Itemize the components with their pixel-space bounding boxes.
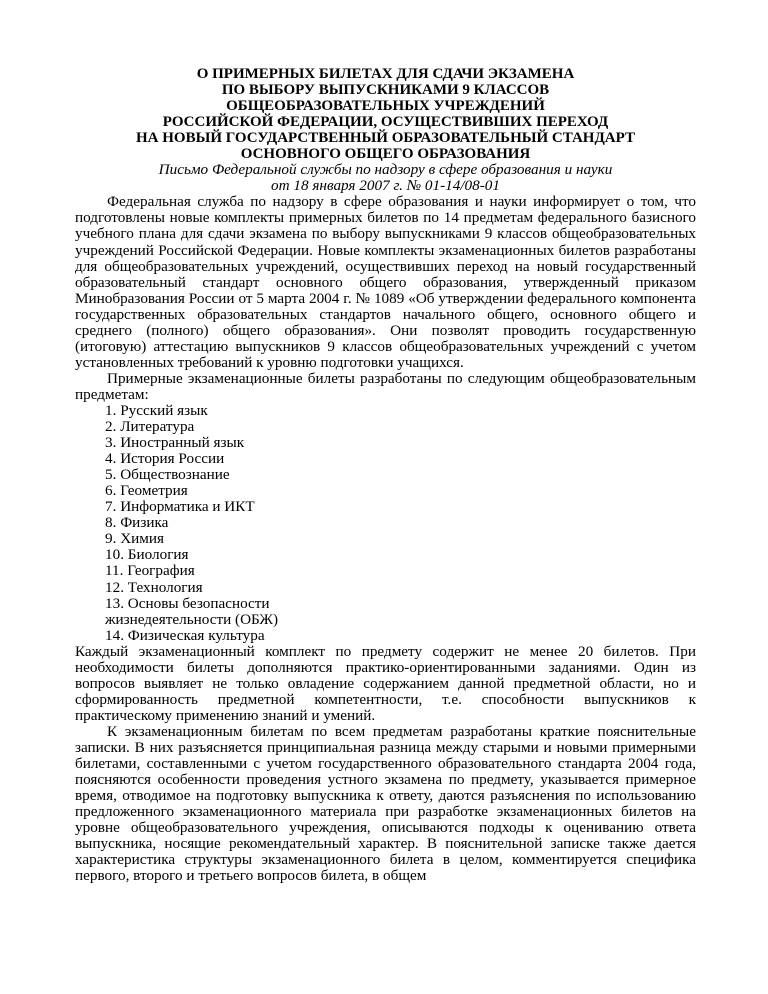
document-title bbox=[75, 66, 696, 162]
paragraph-tickets: Каждый экзаменационный комплект по предмету содержит не менее 20 билетов. При необходимости билеты дополняются практико-ориентированными заданиями. Один из вопросов выявляет не только овладение содержанием данной предметной области, но и сформированность предметной компетентности, т.е. способности выпускников к практическому применению знаний и умений. bbox=[75, 642, 696, 724]
list-item: 10. Биология bbox=[105, 546, 189, 564]
list-item: 12. Технология bbox=[105, 578, 203, 596]
list-item: 13. Основы безопасности bbox=[105, 594, 270, 612]
list-item: 1. Русский язык bbox=[105, 401, 208, 419]
list-item: жизнедеятельности (ОБЖ) bbox=[105, 610, 279, 628]
paragraph-notes: К экзаменационным билетам по всем предметам разработаны краткие пояснительные записки. В них разъясняется принципиальная разница между старыми и новыми примерными билетами, составленными с учетом государственного образовательного стандарта 2004 года, поясняются особенности проведения устного экзамена по предмету, указывается примерное время, отводимое на подготовку выпускника к ответу, даются разъяснения по использованию предложенного экзаменационного материала при разработке экзаменационных билетов на уровне общеобразовательного учреждения, описываются подходы к оцениванию ответа выпускника, носящие рекомендательный характер. В пояснительной записке также дается характеристика структуры экзаменационного билета в целом, комментируется специфика первого, второго и третьего вопросов билета, в общем bbox=[75, 722, 696, 885]
subjects-list bbox=[75, 403, 696, 644]
list-item: 4. История России bbox=[105, 450, 225, 468]
list-item: 6. Геометрия bbox=[105, 482, 188, 500]
subtitle-line: от 18 января 2007 г. № 01-14/08-01 bbox=[271, 177, 500, 195]
list-item: 14. Физическая культура bbox=[105, 626, 265, 644]
list-item: 2. Литература bbox=[105, 418, 195, 436]
list-item: 11. География bbox=[105, 562, 195, 580]
title-line: О ПРИМЕРНЫХ БИЛЕТАХ ДЛЯ СДАЧИ ЭКЗАМЕНА bbox=[196, 66, 575, 82]
list-item: 3. Иностранный язык bbox=[105, 434, 245, 452]
title-line: РОССИЙСКОЙ ФЕДЕРАЦИИ, ОСУЩЕСТВИВШИХ ПЕРЕХОД bbox=[162, 114, 609, 131]
document-subtitle bbox=[75, 162, 696, 194]
list-item: 5. Обществознание bbox=[105, 466, 230, 484]
title-line: НА НОВЫЙ ГОСУДАРСТВЕННЫЙ ОБРАЗОВАТЕЛЬНЫЙ СТАНДАРТ bbox=[136, 130, 635, 147]
subtitle-line: Письмо Федеральной службы по надзору в сфере образования и науки bbox=[158, 161, 613, 179]
list-item: 8. Физика bbox=[105, 514, 169, 532]
paragraph-subjects-intro: Примерные экзаменационные билеты разработаны по следующим общеобразовательным предметам: bbox=[75, 369, 696, 403]
paragraph-intro: Федеральная служба по надзору в сфере образования и науки информирует о том, что подготовлены новые комплекты примерных билетов по 14 предметам федерального базисного учебного плана для сдачи экзамена по выбору выпускниками 9 классов общеобразовательных учреждений Российской Федерации. Новые комплекты экзаменационных билетов разработаны для общеобразовательных учреждений, осуществивших переход на новый государственный образовательный стандарт основного общего образования, утвержденный приказом Минобразования России от 5 марта 2004 г. № 1089 «Об утверждении федерального компонента государственных образовательных стандартов начального общего, основного общего и среднего (полного) общего образования». Они позволят проводить государственную (итоговую) аттестацию выпускников 9 классов общеобразовательных учреждений с учетом установленных требований к уровню подготовки учащихся. bbox=[75, 193, 696, 371]
list-item: 9. Химия bbox=[105, 530, 165, 548]
title-line: ОБЩЕОБРАЗОВАТЕЛЬНЫХ УЧРЕЖДЕНИЙ bbox=[226, 98, 545, 115]
title-line: ОСНОВНОГО ОБЩЕГО ОБРАЗОВАНИЯ bbox=[240, 146, 531, 163]
title-line: ПО ВЫБОРУ ВЫПУСКНИКАМИ 9 КЛАССОВ bbox=[221, 82, 550, 99]
document-page bbox=[75, 66, 696, 884]
list-item: 7. Информатика и ИКТ bbox=[105, 498, 255, 516]
